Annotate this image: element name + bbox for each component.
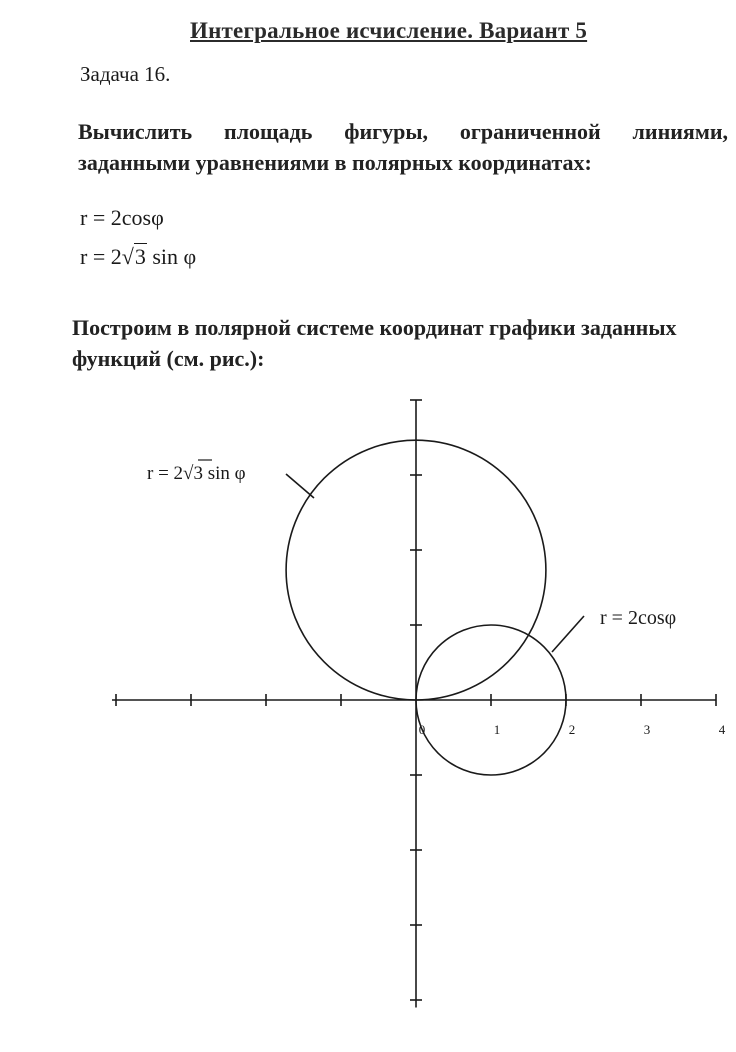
equation-sin-suffix: sin <box>146 244 178 269</box>
label-cos: r = 2cosφ <box>600 607 677 629</box>
x-tick-label: 0 <box>418 722 426 737</box>
equation-sin-radicand: 3 <box>134 244 146 269</box>
x-tick-label: 3 <box>643 722 651 737</box>
equation-sin-prefix: r = 2 <box>80 244 122 269</box>
task-number: Задача 16. <box>80 62 171 86</box>
axes <box>112 400 726 1008</box>
equation-sin-radical: √ <box>121 244 134 269</box>
leader-line-sin <box>286 474 314 498</box>
curve-labels <box>147 460 676 652</box>
page-heading: Интегральное исчисление. Вариант 5 <box>190 18 588 43</box>
equation-cos-phi: φ <box>151 205 164 230</box>
leader-line-cos <box>552 616 584 652</box>
curves <box>286 440 566 775</box>
problem-statement: Вычислить площадь фигуры, ограниченной линиями, заданными уравнениями в полярных координатах: <box>78 119 728 175</box>
equation-sin-phi: φ <box>183 244 197 269</box>
x-tick-label: 4 <box>718 722 726 737</box>
x-tick-label: 1 <box>493 722 501 737</box>
equation-cos-lhs: r = 2cos <box>80 205 152 230</box>
label-sin: r = 2√3 sin φ <box>147 463 246 484</box>
x-tick-label: 2 <box>568 722 576 737</box>
solution-text: Построим в полярной системе координат графики заданных функций (см. рис.): <box>72 315 677 371</box>
